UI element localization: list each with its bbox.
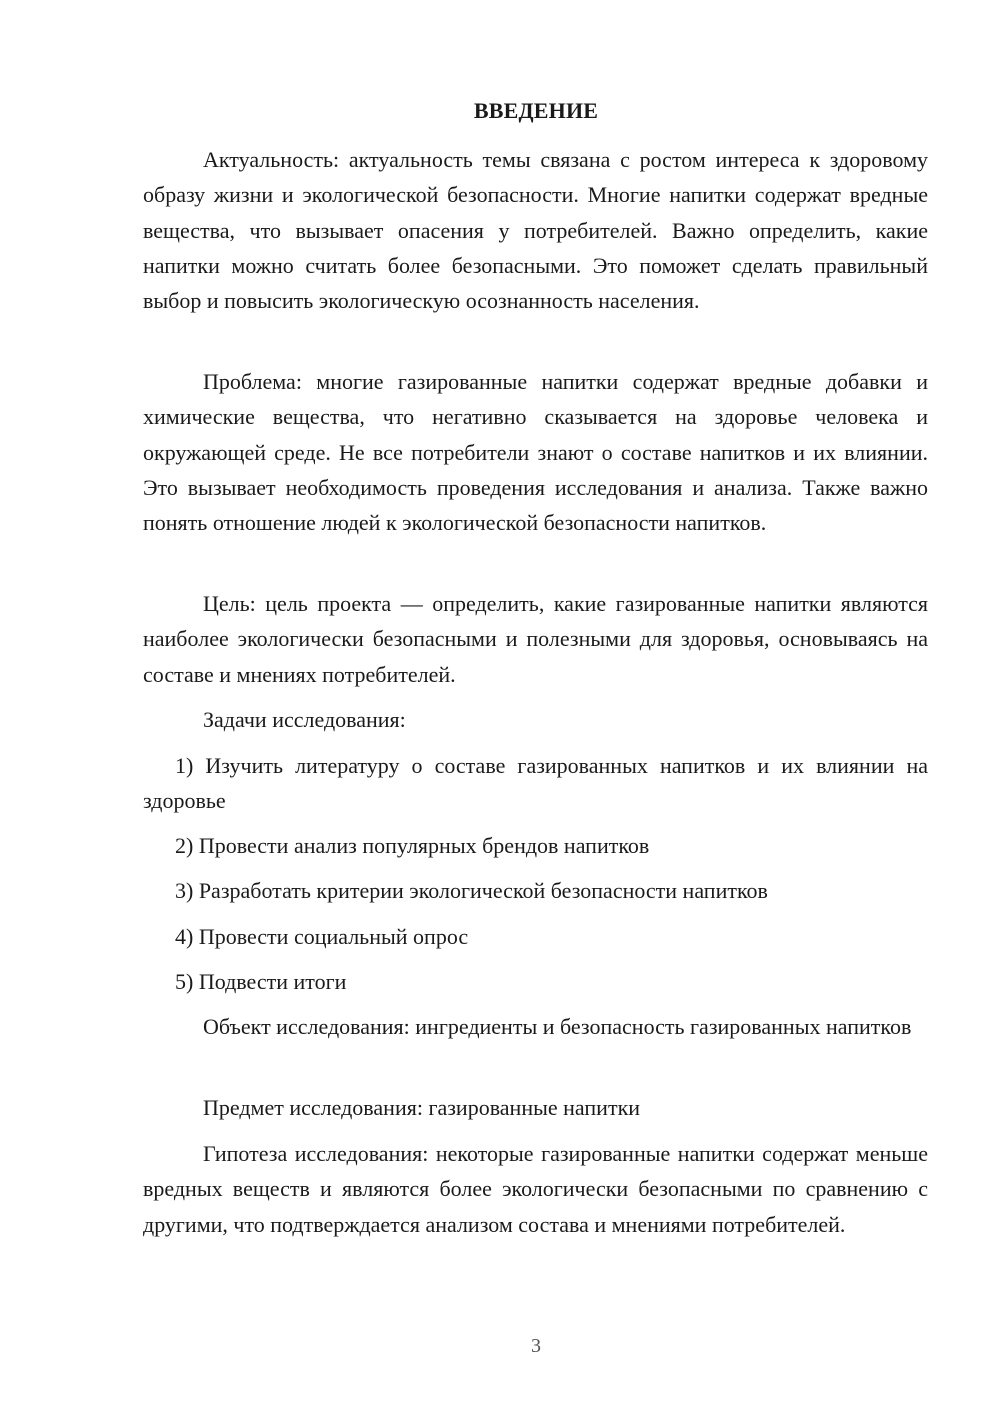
- object-paragraph: Объект исследования: ингредиенты и безопасность газированных напитков: [203, 1014, 912, 1039]
- page-title: ВВЕДЕНИЕ: [473, 98, 599, 123]
- relevance-paragraph: Актуальность: актуальность темы связана с ростом интереса к здоровому образу жизни и экологической безопасности. Многие напитки содержат вредные вещества, что вызывает опасения у потребителей. Важно определить, какие напитки можно считать более безопасными. Это поможет сделать правильный выбор и повысить экологическую осознанность населения.: [143, 147, 928, 314]
- problem-paragraph: Проблема: многие газированные напитки содержат вредные добавки и химические вещества, что негативно сказывается на здоровье человека и окружающей среде. Не все потребители знают о составе напитков и их влиянии. Это вызывает необходимость проведения исследования и анализа. Также важно понять отношение людей к экологической безопасности напитков.: [143, 369, 928, 536]
- task-item-2: 2) Провести анализ популярных брендов напитков: [175, 833, 650, 858]
- page-number: 3: [531, 1335, 541, 1357]
- task-item-3: 3) Разработать критерии экологической безопасности напитков: [175, 878, 768, 903]
- task-item-5: 5) Подвести итоги: [175, 969, 347, 994]
- task-item-4: 4) Провести социальный опрос: [175, 924, 469, 949]
- tasks-heading: Задачи исследования:: [203, 707, 406, 732]
- hypothesis-paragraph: Гипотеза исследования: некоторые газированные напитки содержат меньше вредных веществ и являются более экологически безопасными по сравнению с другими, что подтверждается анализом состава и мнениями потребителей.: [143, 1141, 928, 1237]
- task-item-1: 1) Изучить литературу о составе газированных напитков и их влиянии на здоровье: [143, 753, 928, 814]
- goal-paragraph: Цель: цель проекта — определить, какие газированные напитки являются наиболее экологически безопасными и полезными для здоровья, основываясь на составе и мнениях потребителей.: [143, 591, 928, 687]
- subject-paragraph: Предмет исследования: газированные напитки: [203, 1095, 641, 1120]
